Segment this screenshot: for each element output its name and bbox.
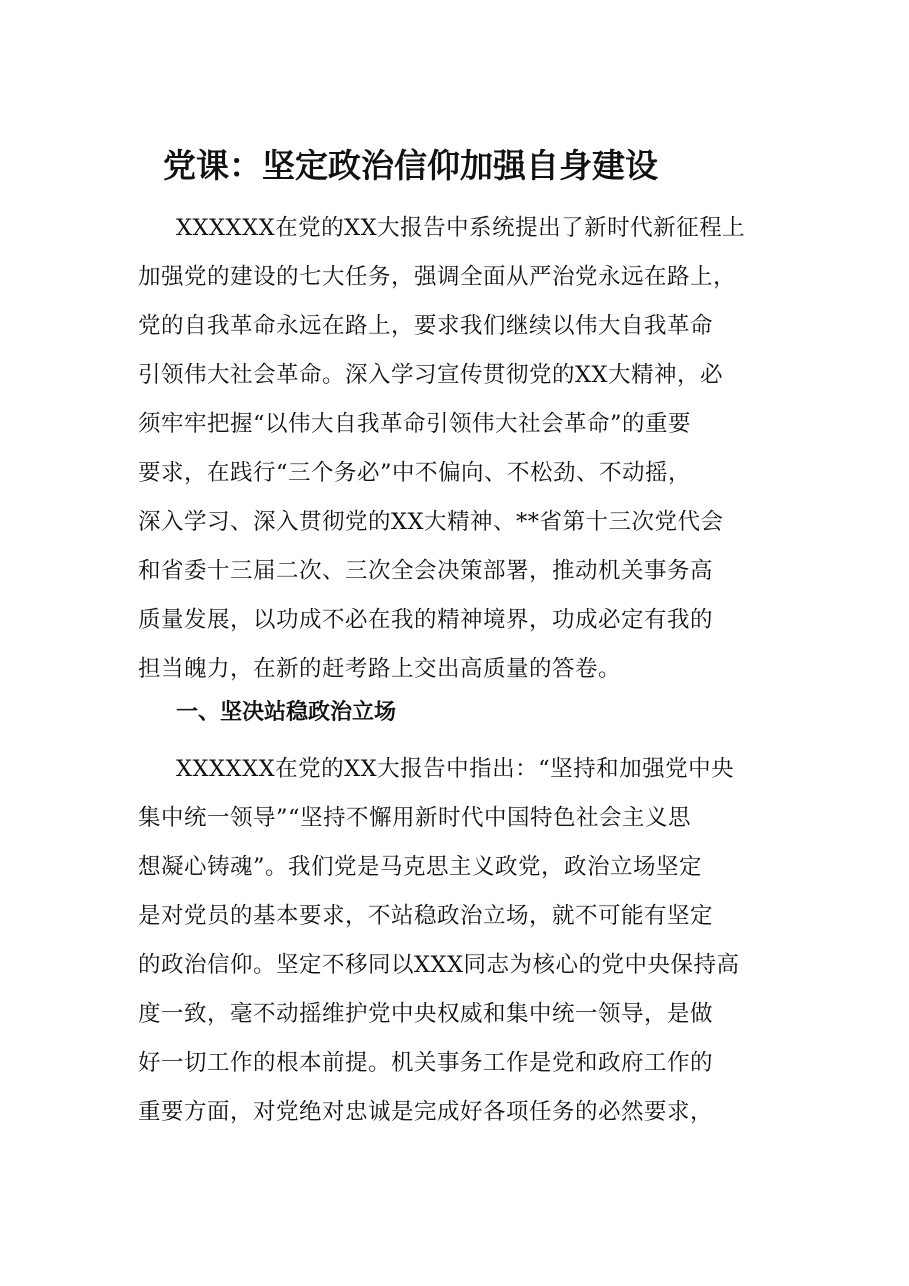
paragraph-line: 想凝心铸魂”。我们党是马克思主义政党，政治立场坚定 xyxy=(138,854,703,880)
paragraph-line: 度一致，毫不动摇维护党中央权威和集中统一领导，是做 xyxy=(138,1001,714,1027)
paragraph-line: XXXXXX在党的XX大报告中指出：“坚持和加强党中央 xyxy=(176,756,735,782)
paragraph-line: 和省委十三届二次、三次全会决策部署，推动机关事务高 xyxy=(138,558,714,584)
paragraph-line: 党的自我革命永远在路上，要求我们继续以伟大自我革命 xyxy=(138,313,714,339)
paragraph-line: 深入学习、深入贯彻党的XX大精神、**省第十三次党代会 xyxy=(138,509,724,535)
paragraph-line: 加强党的建设的七大任务，强调全面从严治党永远在路上， xyxy=(138,264,737,290)
paragraph-line: 好一切工作的根本前提。机关事务工作是党和政府工作的 xyxy=(138,1050,714,1076)
document-title: 党课：坚定政治信仰加强自身建设 xyxy=(163,146,658,185)
section-heading: 一、坚决站稳政治立场 xyxy=(176,699,397,725)
paragraph-line: 要求，在践行“三个务必”中不偏向、不松劲、不动摇， xyxy=(138,460,692,486)
paragraph-section-1 xyxy=(138,745,778,1137)
paragraph-line: XXXXXX在党的XX大报告中系统提出了新时代新征程上 xyxy=(176,215,746,241)
paragraph-line: 是对党员的基本要求，不站稳政治立场，就不可能有坚定 xyxy=(138,903,714,929)
paragraph-line: 集中统一领导”“坚持不懈用新时代中国特色社会主义思 xyxy=(138,805,692,831)
paragraph-line: 担当魄力，在新的赶考路上交出高质量的答卷。 xyxy=(138,656,622,682)
paragraph-intro xyxy=(138,204,778,694)
paragraph-line: 质量发展，以功成不必在我的精神境界，功成必定有我的 xyxy=(138,607,714,633)
paragraph-line: 重要方面，对党绝对忠诚是完成好各项任务的必然要求， xyxy=(138,1099,714,1125)
paragraph-line: 须牢牢把握“以伟大自我革命引领伟大社会革命”的重要 xyxy=(138,411,692,437)
paragraph-line: 的政治信仰。坚定不移同以XXX同志为核心的党中央保持高 xyxy=(138,952,740,978)
paragraph-line: 引领伟大社会革命。深入学习宣传贯彻党的XX大精神，必 xyxy=(138,362,724,388)
